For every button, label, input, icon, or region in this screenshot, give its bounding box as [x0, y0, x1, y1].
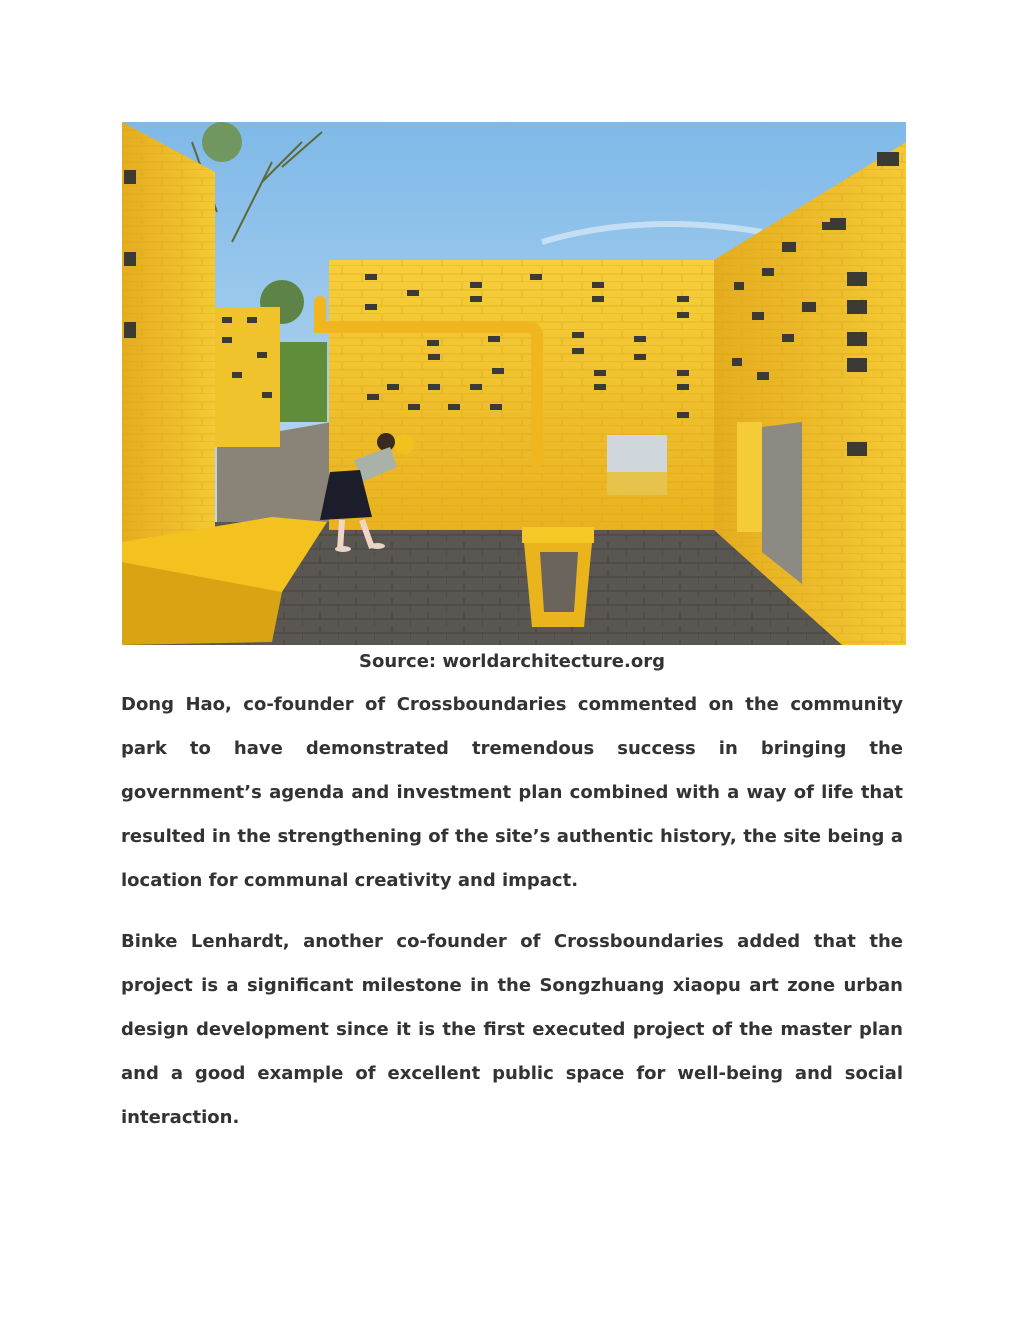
- body-paragraph-2: Binke Lenhardt, another co-founder of Crossboundaries added that the project is a significant milestone in the Songzhuang xiaopu art zone urban design development since it is the first executed project of the master plan and a good example of excellent public space for well-being and social interaction.: [121, 931, 903, 1128]
- photo-caption: Source: worldarchitecture.org: [359, 651, 665, 672]
- yellow-brick-pavilion-photo: [122, 122, 906, 645]
- photo-illustration: [122, 122, 906, 645]
- body-paragraph-1: Dong Hao, co-founder of Crossboundaries commented on the community park to have demonstrated tremendous success in bringing the government’s agenda and investment plan combined with a way of life that resulted in the strengthening of the site’s authentic history, the site being a location for communal creativity and impact.: [121, 694, 903, 891]
